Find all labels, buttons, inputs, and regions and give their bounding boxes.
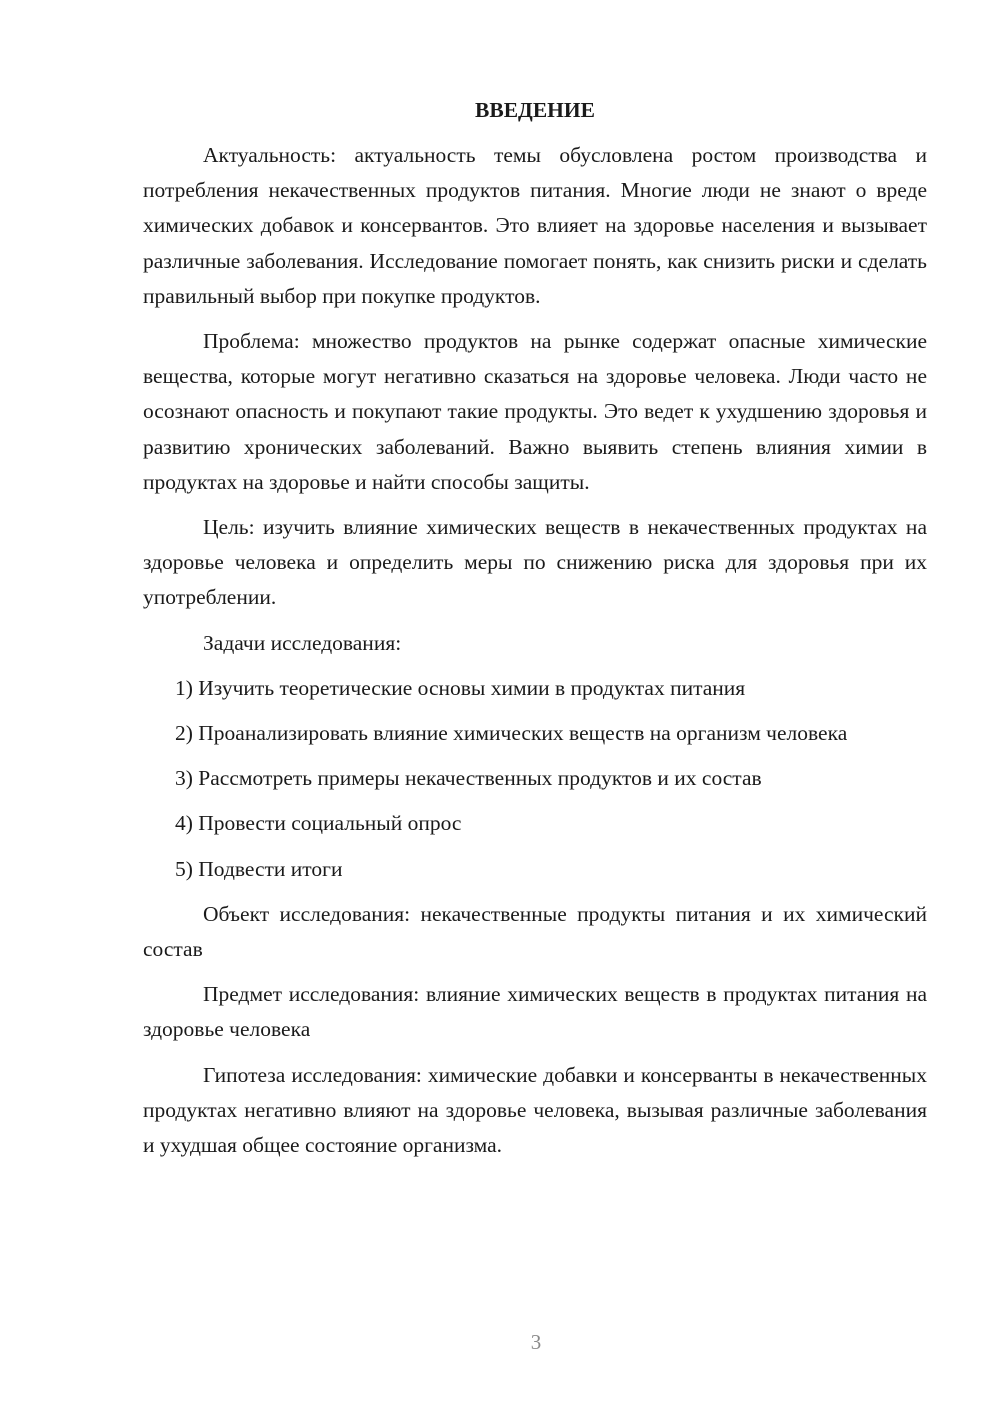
task-item-5: 5) Подвести итоги <box>175 856 343 881</box>
hypothesis-paragraph: Гипотеза исследования: химические добавки и консерванты в некачественных продуктах негативно влияют на здоровье человека, вызывая различные заболевания и ухудшая общее состояние организма. <box>143 1062 927 1158</box>
page-number: 3 <box>530 1330 542 1354</box>
page-content <box>143 93 927 1173</box>
object-paragraph: Объект исследования: некачественные продукты питания и их химический состав <box>143 901 927 962</box>
problem-paragraph: Проблема: множество продуктов на рынке содержат опасные химические вещества, которые могут негативно сказаться на здоровье человека. Люди часто не осознают опасность и покупают такие продукты. Это ведет к ухудшению здоровья и развитию хронических заболеваний. Важно выявить степень влияния химии в продуктах на здоровье и найти способы защиты. <box>143 329 927 494</box>
task-item-2: 2) Проанализировать влияние химических веществ на организм человека <box>175 721 848 746</box>
task-item-4: 4) Провести социальный опрос <box>175 811 462 836</box>
relevance-paragraph: Актуальность: актуальность темы обусловлена ростом производства и потребления некачественных продуктов питания. Многие люди не знают о вреде химических добавок и консервантов. Это влияет на здоровье населения и вызывает различные заболевания. Исследование помогает понять, как снизить риски и сделать правильный выбор при покупке продуктов. <box>143 143 927 308</box>
task-item-1: 1) Изучить теоретические основы химии в продуктах питания <box>175 675 746 700</box>
subject-paragraph: Предмет исследования: влияние химических веществ в продуктах питания на здоровье человека <box>143 982 927 1042</box>
task-item-3: 3) Рассмотреть примеры некачественных продуктов и их состав <box>175 766 762 791</box>
tasks-heading: Задачи исследования: <box>203 630 402 655</box>
goal-paragraph: Цель: изучить влияние химических веществ в некачественных продуктах на здоровье человека и определить меры по снижению риска для здоровья при их употреблении. <box>143 515 927 610</box>
section-title: ВВЕДЕНИЕ <box>475 98 595 122</box>
